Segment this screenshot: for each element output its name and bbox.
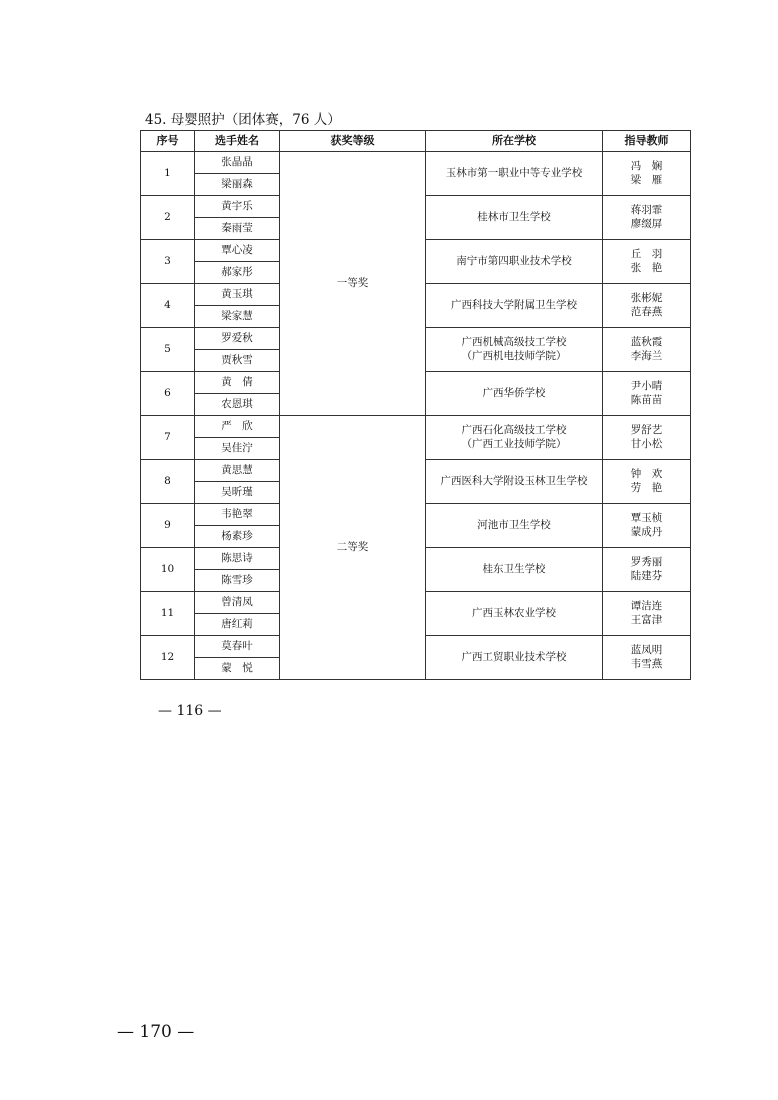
teacher-name: 陆建芬	[630, 569, 663, 582]
teacher-name: 廖缀屏	[630, 217, 663, 230]
member-name: 秦雨莹	[195, 218, 280, 240]
teacher-name: 蓝秋霞	[630, 336, 663, 349]
member-name: 黄宇乐	[195, 196, 280, 218]
member-name: 陈雪珍	[195, 570, 280, 592]
member-name: 唐红莉	[195, 614, 280, 636]
team-number: 12	[141, 636, 195, 680]
teacher-names	[603, 372, 691, 416]
school-line: 广西机械高级技工学校	[461, 336, 567, 349]
teacher-names	[603, 240, 691, 284]
teacher-name: 冯 娴	[630, 160, 663, 173]
member-name: 黄玉琪	[195, 284, 280, 306]
teacher-name: 张 艳	[630, 261, 663, 274]
member-name: 覃心凌	[195, 240, 280, 262]
member-name: 严 欣	[195, 416, 280, 438]
school-line: 河池市卫生学校	[477, 518, 551, 531]
member-name: 黄 倩	[195, 372, 280, 394]
teacher-name: 李海兰	[630, 349, 663, 362]
school-line: 南宁市第四职业技术学校	[456, 254, 572, 267]
school-name	[426, 240, 603, 284]
school-name	[426, 460, 603, 504]
teacher-names	[603, 548, 691, 592]
school-name	[426, 284, 603, 328]
teacher-name: 韦雪燕	[630, 657, 663, 670]
school-name	[426, 636, 603, 680]
member-name: 吴佳泞	[195, 438, 280, 460]
school-name	[426, 416, 603, 460]
member-name: 张晶晶	[195, 152, 280, 174]
member-name: 蒙 悦	[195, 658, 280, 680]
awards-table	[140, 130, 691, 680]
member-name: 杨素珍	[195, 526, 280, 548]
school-line: 广西华侨学校	[482, 386, 546, 399]
teacher-names	[603, 284, 691, 328]
teacher-name: 覃玉桢	[630, 512, 663, 525]
teacher-name: 谭洁连	[630, 600, 663, 613]
team-number: 8	[141, 460, 195, 504]
member-name: 陈思诗	[195, 548, 280, 570]
school-name	[426, 548, 603, 592]
school-name	[426, 372, 603, 416]
award-level: 一等奖	[280, 152, 426, 416]
teacher-names	[603, 196, 691, 240]
team-number: 7	[141, 416, 195, 460]
school-name	[426, 196, 603, 240]
member-name: 梁丽森	[195, 174, 280, 196]
teacher-names	[603, 636, 691, 680]
member-name: 韦艳翠	[195, 504, 280, 526]
team-number: 11	[141, 592, 195, 636]
header-school: 所在学校	[426, 131, 603, 152]
team-number: 1	[141, 152, 195, 196]
school-name	[426, 152, 603, 196]
teacher-name: 王富津	[630, 613, 663, 626]
teacher-name: 张彬妮	[630, 292, 663, 305]
inner-page-number: — 116 —	[158, 703, 222, 719]
member-name: 贾秋雪	[195, 350, 280, 372]
school-line: （广西工业技师学院）	[461, 437, 567, 450]
school-line: 广西石化高级技工学校	[461, 424, 567, 437]
award-level: 二等奖	[280, 416, 426, 680]
school-name	[426, 328, 603, 372]
teacher-name: 陈苗苗	[630, 393, 663, 406]
teacher-name: 劳 艳	[630, 481, 663, 494]
teacher-name: 尹小晴	[630, 380, 663, 393]
teacher-name: 钟 欢	[630, 468, 663, 481]
team-number: 2	[141, 196, 195, 240]
team-number: 6	[141, 372, 195, 416]
teacher-name: 梁 雁	[630, 173, 663, 186]
table-row	[141, 416, 691, 438]
teacher-name: 甘小松	[630, 437, 663, 450]
teacher-name: 蒋羽霏	[630, 204, 663, 217]
member-name: 曾清凤	[195, 592, 280, 614]
member-name: 吴昕瑾	[195, 482, 280, 504]
school-line: 广西玉林农业学校	[472, 606, 556, 619]
teacher-names	[603, 152, 691, 196]
school-line: 桂林市卫生学校	[477, 210, 551, 223]
school-line: 广西医科大学附设玉林卫生学校	[440, 474, 588, 487]
school-line: 玉林市第一职业中等专业学校	[445, 166, 583, 179]
school-line: （广西机电技师学院）	[461, 349, 567, 362]
member-name: 郝家彤	[195, 262, 280, 284]
member-name: 莫春叶	[195, 636, 280, 658]
teacher-name: 罗舒艺	[630, 424, 663, 437]
school-line: 广西科技大学附属卫生学校	[451, 298, 577, 311]
team-number: 10	[141, 548, 195, 592]
team-number: 4	[141, 284, 195, 328]
school-name	[426, 592, 603, 636]
header-award: 获奖等级	[280, 131, 426, 152]
member-name: 农恩琪	[195, 394, 280, 416]
member-name: 梁家慧	[195, 306, 280, 328]
member-name: 黄思慧	[195, 460, 280, 482]
teacher-name: 丘 羽	[630, 248, 663, 261]
team-number: 5	[141, 328, 195, 372]
teacher-names	[603, 416, 691, 460]
teacher-name: 范春燕	[630, 305, 663, 318]
teacher-names	[603, 504, 691, 548]
member-name: 罗爱秋	[195, 328, 280, 350]
teacher-names	[603, 460, 691, 504]
school-line: 广西工贸职业技术学校	[461, 650, 567, 663]
team-number: 3	[141, 240, 195, 284]
teacher-names	[603, 592, 691, 636]
table-row	[141, 152, 691, 174]
header-no: 序号	[141, 131, 195, 152]
outer-page-number: — 170 —	[117, 1022, 195, 1042]
school-line: 桂东卫生学校	[482, 562, 546, 575]
school-name	[426, 504, 603, 548]
section-title: 45. 母婴照护（团体赛，76 人）	[145, 112, 341, 128]
teacher-name: 蒙成丹	[630, 525, 663, 538]
header-name: 选手姓名	[195, 131, 280, 152]
teacher-name: 罗秀丽	[630, 556, 663, 569]
table-body	[141, 152, 691, 680]
team-number: 9	[141, 504, 195, 548]
header-teacher: 指导教师	[603, 131, 691, 152]
header-row	[141, 131, 691, 152]
teacher-name: 蓝凤明	[630, 644, 663, 657]
teacher-names	[603, 328, 691, 372]
